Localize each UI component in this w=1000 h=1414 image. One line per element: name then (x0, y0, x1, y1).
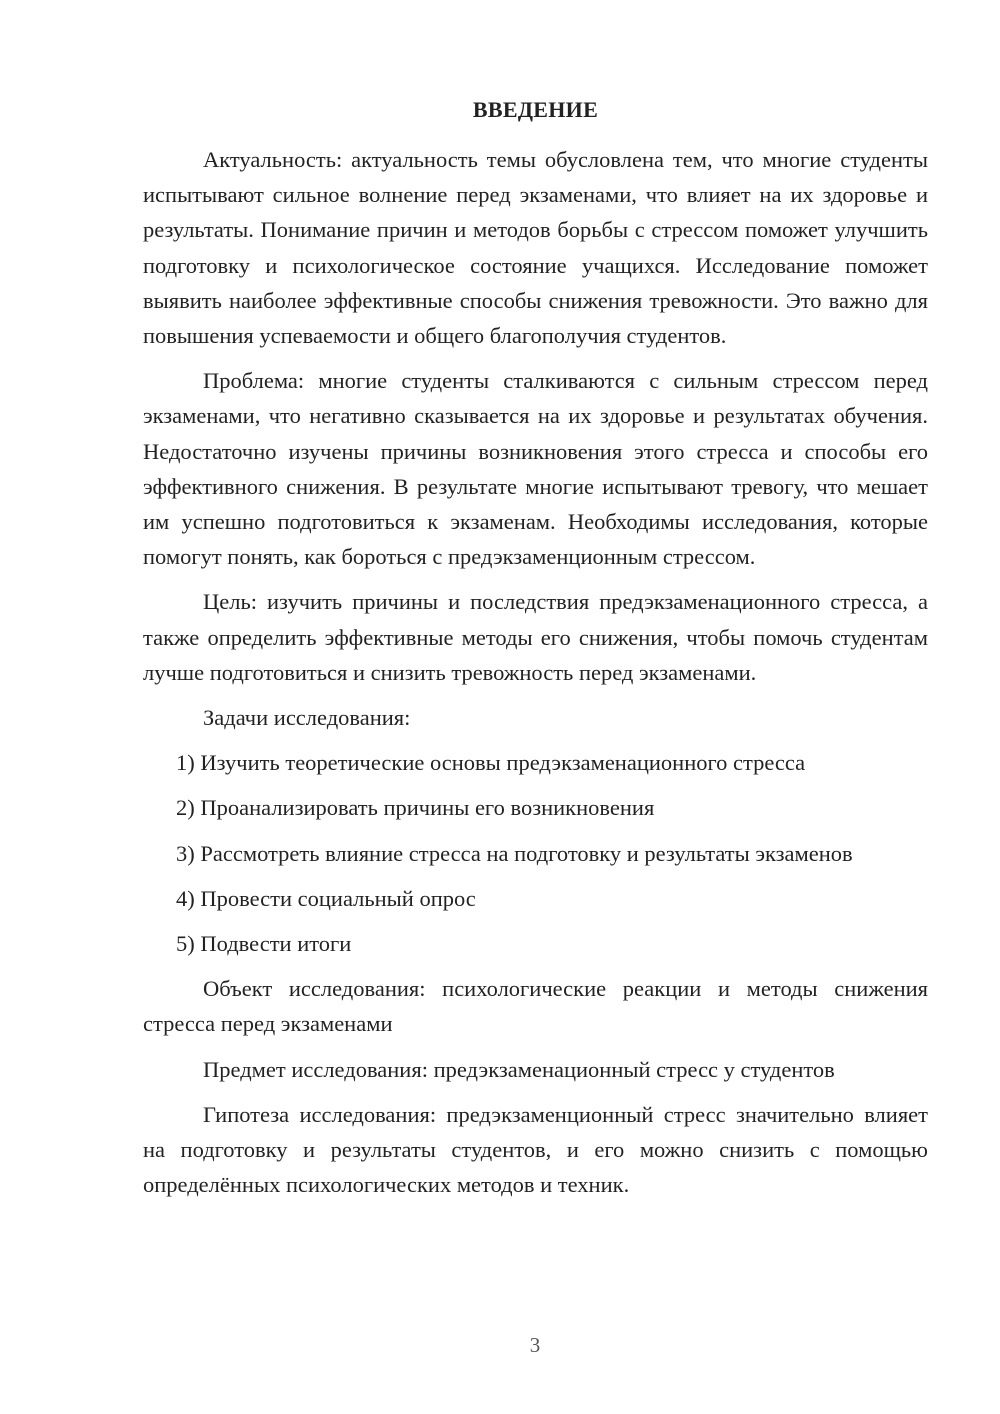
task-item-4: 4) Провести социальный опрос (176, 885, 476, 911)
document-page (143, 95, 928, 1212)
paragraph-subject: Предмет исследования: предэкзаменационный стресс у студентов (203, 1056, 835, 1082)
task-item-5: 5) Подвести итоги (176, 931, 352, 957)
task-item-3: 3) Рассмотреть влияние стресса на подготовку и результаты экзаменов (176, 840, 853, 866)
task-item-2: 2) Проанализировать причины его возникновения (176, 795, 655, 821)
paragraph-hypothesis: Гипотеза исследования: предэкзаменционный стресс значительно влияет на подготовку и результаты студентов, и его можно снизить с помощью определённых психологических методов и техник. (143, 1101, 928, 1198)
page-title: ВВЕДЕНИЕ (472, 97, 599, 122)
paragraph-goal: Цель: изучить причины и последствия предэкзаменационного стресса, а также определить эффективные методы его снижения, чтобы помочь студентам лучше подготовиться и снизить тревожность перед экзаменами. (143, 589, 928, 685)
task-item-1: 1) Изучить теоретические основы предэкзаменационного стресса (176, 750, 806, 776)
paragraph-problem: Проблема: многие студенты сталкиваются с сильным стрессом перед экзаменами, что негативно сказывается на их здоровье и результатах обучения. Недостаточно изучены причины возникновения этого стресса и способы его эффективного снижения. В результате многие испытывают тревогу, что мешает им успешно подготовиться к экзаменам. Необходимы исследования, которые помогут понять, как бороться с предэкзаменционным стрессом. (143, 368, 928, 570)
paragraph-relevance: Актуальность: актуальность темы обусловлена тем, что многие студенты испытывают сильное волнение перед экзаменами, что влияет на их здоровье и результаты. Понимание причин и методов борьбы с стрессом поможет улучшить подготовку и психологическое состояние учащихся. Исследование поможет выявить наиболее эффективные способы снижения тревожности. Это важно для повышения успеваемости и общего благополучия студентов. (143, 147, 928, 349)
tasks-heading: Задачи исследования: (203, 705, 411, 731)
page-number: 3 (529, 1333, 541, 1357)
paragraph-object: Объект исследования: психологические реакции и методы снижения стресса перед экзаменами (143, 976, 928, 1037)
